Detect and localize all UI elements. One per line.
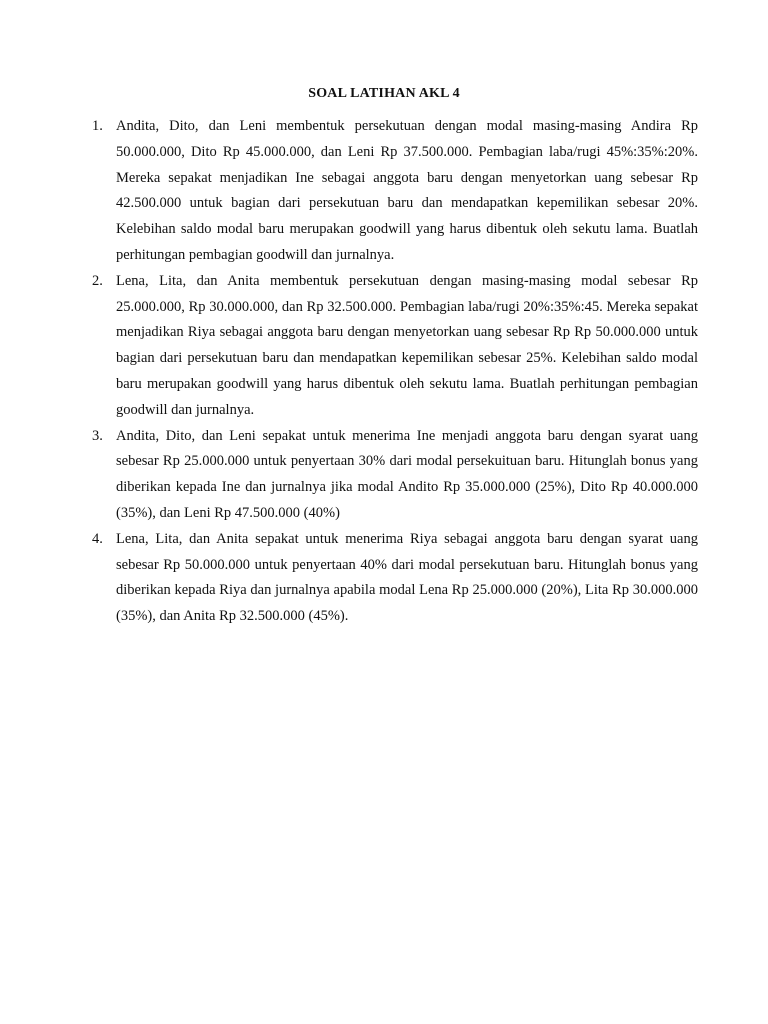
question-text: Andita, Dito, dan Leni membentuk persekutuan dengan modal masing-masing Andira Rp 50.000.000, Dito Rp 45.000.000, dan Leni Rp 37.500.000. Pembagian laba/rugi 45%:35%:20%. Mereka sepakat menjadikan Ine sebagai anggota baru dengan menyetorkan uang sebesar Rp 42.500.000 untuk bagian dari persekutuan baru dan mendapatkan kepemilikan sebesar 20%. Kelebihan saldo modal baru merupakan goodwill yang harus dibentuk oleh sekutu lama. Buatlah perhitungan pembagian goodwill dan jurnalnya. — [116, 118, 698, 263]
question-item-4 — [92, 527, 698, 630]
question-text: Lena, Lita, dan Anita membentuk persekutuan dengan masing-masing modal sebesar Rp 25.000.000, Rp 30.000.000, dan Rp 32.500.000. Pembagian laba/rugi 20%:35%:45. Mereka sepakat menjadikan Riya sebagai anggota baru dengan menyetorkan uang sebesar Rp Rp 50.000.000 untuk bagian dari persekutuan baru dan mendapatkan kepemilikan sebesar 25%. Kelebihan saldo modal baru merupakan goodwill yang harus dibentuk oleh sekutu lama. Buatlah perhitungan pembagian goodwill dan jurnalnya. — [116, 272, 698, 418]
question-number: 2. — [92, 272, 103, 289]
question-text: Lena, Lita, dan Anita sepakat untuk menerima Riya sebagai anggota baru dengan syarat uang sebesar Rp 50.000.000 untuk penyertaan 40% dari modal persekutuan baru. Hitunglah bonus yang diberikan kepada Riya dan jurnalnya apabila modal Lena Rp 25.000.000 (20%), Lita Rp 30.000.000 (35%), dan Anita Rp 32.500.000 (45%). — [116, 530, 698, 625]
question-text: Andita, Dito, dan Leni sepakat untuk menerima Ine menjadi anggota baru dengan syarat uang sebesar Rp 25.000.000 untuk penyertaan 30% dari modal persekuituan baru. Hitunglah bonus yang diberikan kepada Ine dan jurnalnya jika modal Andito Rp 35.000.000 (25%), Dito Rp 40.000.000 (35%), dan Leni Rp 47.500.000 (40%) — [116, 427, 698, 521]
question-item-3 — [92, 424, 698, 527]
question-item-1 — [92, 114, 698, 269]
question-item-2 — [92, 269, 698, 424]
question-number: 3. — [92, 427, 103, 444]
question-list — [92, 114, 698, 630]
document-title: SOAL LATIHAN AKL 4 — [308, 86, 460, 101]
question-number: 4. — [92, 530, 103, 547]
question-number: 1. — [92, 118, 103, 134]
